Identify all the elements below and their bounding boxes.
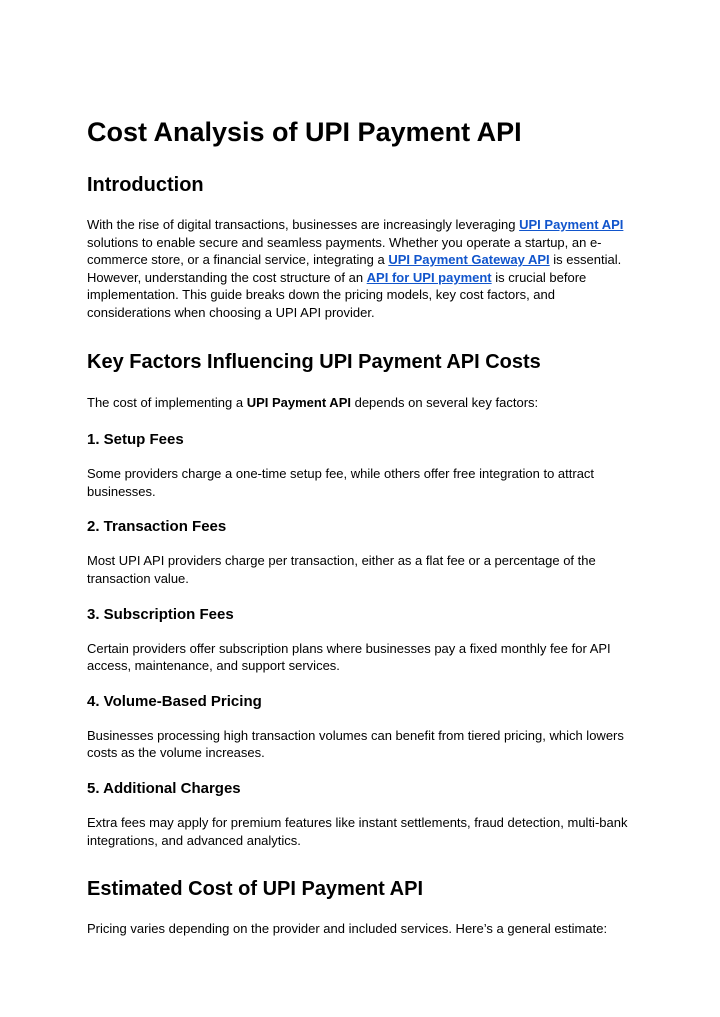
key-factors-lead — [87, 394, 633, 412]
lead-text-before: The cost of implementing a — [87, 394, 247, 410]
lead-text-bold: UPI Payment API — [246, 394, 351, 410]
factor-text-transaction-fees: Most UPI API providers charge per transaction, either as a flat fee or a percentage of the transaction value. — [87, 553, 596, 586]
intro-text-4: is crucial before implementation. This guide breaks down the pricing models, key cost factors, and considerations when choosing a UPI API provider. — [87, 269, 587, 320]
factor-heading-volume-based-pricing: 4. Volume-Based Pricing — [87, 692, 262, 710]
upi-payment-gateway-api-link[interactable]: UPI Payment Gateway API — [388, 252, 550, 268]
factor-heading-subscription-fees: 3. Subscription Fees — [87, 605, 234, 623]
key-factors-heading: Key Factors Influencing UPI Payment API Costs — [87, 350, 541, 373]
document-title: Cost Analysis of UPI Payment API — [87, 117, 522, 147]
upi-payment-api-link[interactable]: UPI Payment API — [519, 217, 624, 232]
intro-text-3: is essential. However, understanding the cost structure of an — [87, 252, 622, 285]
factor-heading-setup-fees: 1. Setup Fees — [87, 431, 184, 449]
factor-text-additional-charges: Extra fees may apply for premium features like instant settlements, fraud detection, multi-bank integrations, and advanced analytics. — [87, 814, 628, 848]
estimated-cost-heading: Estimated Cost of UPI Payment API — [87, 878, 423, 901]
factor-heading-transaction-fees: 2. Transaction Fees — [87, 518, 227, 536]
factor-text-subscription-fees: Certain providers offer subscription plans where businesses pay a fixed monthly fee for API access, maintenance, and support services. — [87, 640, 611, 674]
intro-text-2: solutions to enable secure and seamless payments. Whether you operate a startup, an e-commerce store, or a financial service, integrating a — [87, 234, 602, 268]
introduction-paragraph — [87, 216, 633, 322]
factor-text-setup-fees: Some providers charge a one-time setup fee, while others offer free integration to attract businesses. — [87, 466, 595, 499]
intro-text-1: With the rise of digital transactions, businesses are increasingly leveraging — [87, 217, 520, 232]
introduction-heading: Introduction — [87, 174, 204, 196]
document-page — [87, 113, 633, 938]
lead-text-after: depends on several key factors: — [350, 394, 539, 410]
factor-heading-additional-charges: 5. Additional Charges — [87, 779, 241, 797]
estimated-cost-paragraph: Pricing varies depending on the provider and included services. Here’s a general estimate: — [87, 921, 608, 937]
api-for-upi-payment-link[interactable]: API for UPI payment — [366, 269, 492, 285]
factor-text-volume-based-pricing: Businesses processing high transaction volumes can benefit from tiered pricing, which lowers costs as the volume increases. — [87, 727, 624, 761]
